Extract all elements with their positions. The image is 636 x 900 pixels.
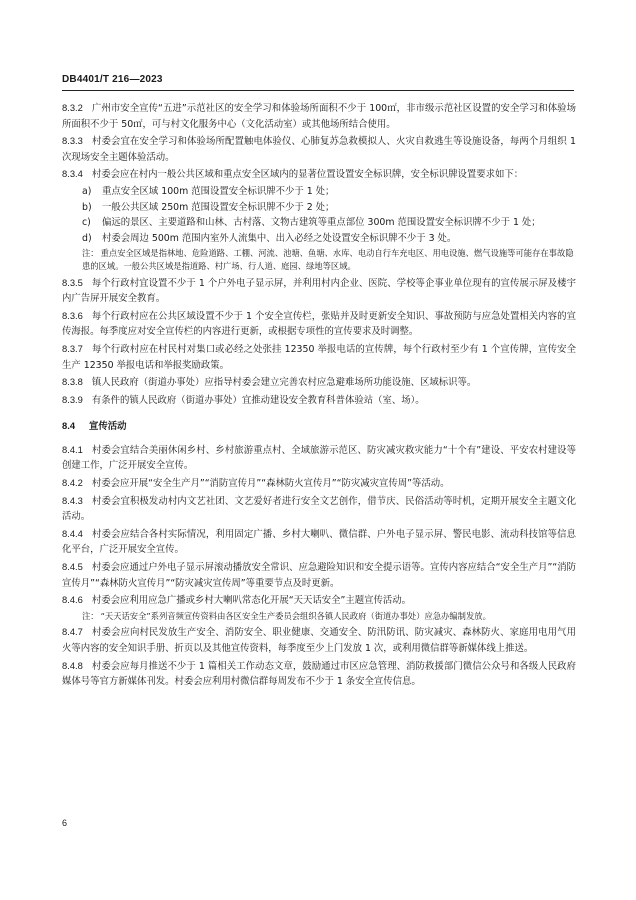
clause-number: 8.3.7 <box>62 342 83 354</box>
clause-text: 每个行政村应在村民村对集口或必经之处张挂 12350 举报电话的宣传牌，每个行政村至少有 1 个宣传牌，宣传安全生产 12350 举报电话和举报奖励政策。 <box>62 343 576 371</box>
list-item-marker: d) <box>82 232 92 244</box>
clause-text: 村委会应开展“安全生产月”“消防宣传月”“森林防火宣传月”“防灾减灾宣传周”等活动。 <box>91 478 450 490</box>
section-title: 宣传活动 <box>89 421 127 433</box>
clause-number: 8.3.5 <box>62 276 83 288</box>
clause-number: 8.3.3 <box>62 135 83 147</box>
clause-paragraph <box>62 341 576 373</box>
clause-number: 8.4 <box>62 420 76 432</box>
clause-text: 每个行政村应在公共区域设置不少于 1 个安全宣传栏，张贴并及时更新安全知识、事故预防与应急处置相关内容的宣传海报。每季度应对安全宣传栏的内容进行更新，或根据专项性的宣传要求及时调整。 <box>62 310 576 338</box>
note-text: “天天话安全”系列音频宣传资料由各区安全生产委员会组织各镇人民政府（街道办事处）应急办编制发放。 <box>100 610 491 621</box>
clause-paragraph <box>62 133 576 165</box>
section-heading <box>62 418 576 435</box>
clause-paragraph <box>62 624 576 656</box>
clause-number: 8.3.9 <box>62 393 83 405</box>
note-text: 重点安全区域是指林地、危险道路、工棚、河流、池塘、鱼塘、水库、电动自行车充电区、用电设施、燃气设施等可能存在事故隐患的区域。一般公共区域是指道路、村广场、行人道、庭园、绿地等区域。 <box>82 248 574 271</box>
page-number: 6 <box>62 818 68 828</box>
clause-number: 8.3.4 <box>62 168 83 180</box>
document-code: DB4401/T 216—2023 <box>62 74 163 85</box>
clause-text: 村委会应结合各村实际情况，利用固定广播、乡村大喇叭、微信群、户外电子显示屏、警民电影、流动科技馆等信息化平台，广泛开展安全宣传。 <box>62 528 576 556</box>
clause-number: 8.3.2 <box>62 102 83 113</box>
clause-number: 8.3.6 <box>62 309 83 321</box>
list-item <box>62 200 576 216</box>
clause-text: 每个行政村宜设置不少于 1 个户外电子显示屏，并利用村内企业、医院、学校等企事业单位现有的宣传展示屏及楼宇内广告屏开展安全教育。 <box>62 277 576 305</box>
note-label: 注： <box>82 248 99 259</box>
clause-text: 村委会应每月推送不少于 1 篇相关工作动态文章，鼓励通过市区应急管理、消防救援部门微信公众号和各级人民政府媒体号等官方新媒体刊发。村委会应利用村微信群每周发布不少于 1 条安全宣传信息。 <box>62 660 576 688</box>
clause-paragraph <box>62 526 576 558</box>
clause-text: 村委会宜结合美丽休闲乡村、乡村旅游重点村、全域旅游示范区、防灾减灾救灾能力“十个有”建设、平安农村建设等创建工作，广泛开展安全宣传。 <box>62 444 576 472</box>
clause-text: 镇人民政府（街道办事处）应指导村委会建立完善农村应急避难场所功能设施、区域标识等。 <box>91 377 477 389</box>
clause-text: 村委会宜积极发动村内文艺社团、文艺爱好者进行安全文艺创作，借节庆、民俗活动等时机，定期开展安全主题文化活动。 <box>62 495 576 523</box>
clause-number: 8.4.3 <box>62 494 83 506</box>
clause-number: 8.4.4 <box>62 527 83 539</box>
clause-number: 8.4.1 <box>62 443 83 455</box>
clause-text: 村委会应在村内一般公共区域和重点安全区域内的显著位置设置安全标识牌，安全标识牌设置要求如下： <box>91 169 524 181</box>
document-body <box>62 100 576 691</box>
clause-paragraph <box>62 166 576 183</box>
list-item-marker: a) <box>82 185 92 197</box>
clause-paragraph <box>62 275 576 307</box>
clause-paragraph <box>62 475 576 492</box>
clause-paragraph <box>62 442 576 474</box>
note <box>62 610 576 623</box>
clause-paragraph <box>62 493 576 525</box>
clause-paragraph <box>62 100 576 132</box>
clause-paragraph <box>62 308 576 340</box>
clause-text: 有条件的镇人民政府（街道办事处）宜推动建设安全教育科普体验站（室、场）。 <box>91 394 425 406</box>
clause-number: 8.4.6 <box>62 594 83 606</box>
clause-paragraph <box>62 392 576 409</box>
clause-paragraph <box>62 658 576 690</box>
clause-text: 村委会宜在安全学习和体验场所配置触电体验仪、心肺复苏急救模拟人、火灾自救逃生等设施设备，每两个月组织 1 次现场安全主题体验活动。 <box>62 136 576 163</box>
note <box>62 247 576 272</box>
list-item-marker: b) <box>82 201 92 213</box>
header-rule <box>62 90 574 91</box>
clause-paragraph <box>62 559 576 591</box>
clause-text: 村委会应利用应急广播或乡村大喇叭常态化开展“天天话安全”主题宣传活动。 <box>91 595 411 607</box>
clause-number: 8.3.8 <box>62 376 83 388</box>
note-label: 注： <box>82 610 99 621</box>
list-item-text: 一般公共区域 250m 范围设置安全标识牌不少于 2 处； <box>102 201 335 213</box>
list-item <box>62 184 576 200</box>
clause-paragraph <box>62 374 576 391</box>
clause-number: 8.4.7 <box>62 626 83 638</box>
list-item <box>62 215 576 231</box>
clause-text: 村委会应向村民发放生产安全、消防安全、职业健康、交通安全、防汛防讯、防灾减灾、森林防火、家庭用电用气用火等内容的安全知识手册、折页以及其他宣传资料，每季度至少上门发放 1 次，或利用微信群等新媒体线上推送。 <box>62 627 576 654</box>
list-item-text: 偏远的景区、主要道路和山林、古村落、文物古建筑等重点部位 300m 范围设置安全标识牌不少于 1 处； <box>102 217 541 229</box>
clause-number: 8.4.5 <box>62 561 83 573</box>
clause-number: 8.4.8 <box>62 659 83 671</box>
list-item <box>62 231 576 247</box>
list-item-marker: c) <box>82 217 91 229</box>
clause-text: 村委会应通过户外电子显示屏滚动播放安全常识、应急避险知识和安全提示语等。宣传内容应结合“安全生产月”“消防宣传月”“森林防火宣传月”“防灾减灾宣传周”等重要节点及时更新。 <box>62 562 576 589</box>
clause-paragraph <box>62 592 576 609</box>
clause-number: 8.4.2 <box>62 477 83 489</box>
clause-text: 广州市安全宣传“五进”示范社区的安全学习和体验场所面积不少于 100㎡，非市级示范社区设置的安全学习和体验场所面积不少于 50㎡，可与村文化服务中心（文化活动室）或其他场所结合使用。 <box>62 103 576 130</box>
requirement-list <box>62 184 576 246</box>
list-item-text: 重点安全区域 100m 范围设置安全标识牌不少于 1 处； <box>102 185 335 197</box>
list-item-text: 村委会周边 500m 范围内室外人流集中、出入必经之处设置安全标识牌不少于 3 处。 <box>102 232 457 244</box>
